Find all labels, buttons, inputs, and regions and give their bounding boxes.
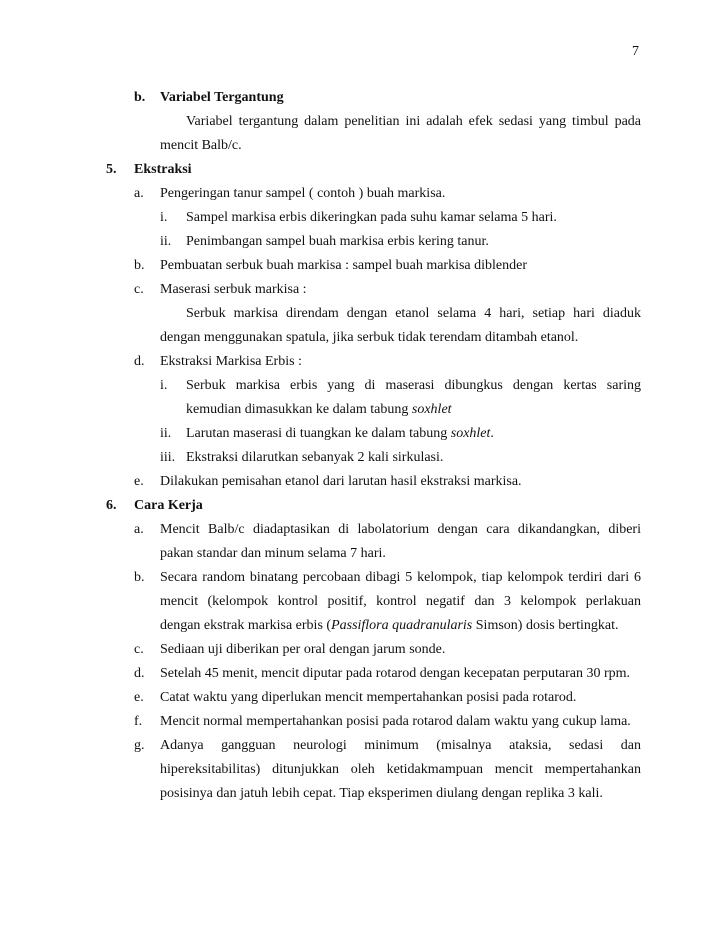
item-marker: b. (134, 570, 145, 585)
item-marker: b. (134, 258, 145, 273)
list-item-text: Pengeringan tanur sampel ( contoh ) buah markisa. (160, 186, 446, 201)
section-heading-ekstraksi: Ekstraksi (134, 162, 192, 177)
text-span: Simson) dosis bertingkat. (472, 618, 619, 633)
text-span: . (490, 426, 494, 441)
paragraph-line: posisinya dan jatuh lebih cepat. Tiap eksperimen diulang dengan replika 3 kali. (160, 786, 603, 801)
paragraph-line: Mencit Balb/c diadaptasikan di labolatorium dengan cara dikandangkan, diberi (160, 522, 641, 537)
list-item-text: Ekstraksi dilarutkan sebanyak 2 kali sirkulasi. (186, 450, 444, 465)
italic-term: soxhlet (450, 426, 491, 441)
subitem-marker: i. (160, 378, 168, 393)
list-item-text: Sediaan uji diberikan per oral dengan jarum sonde. (160, 642, 446, 657)
item-marker: c. (134, 282, 144, 297)
list-item-text: Ekstraksi Markisa Erbis : (160, 354, 302, 369)
italic-term: soxhlet (411, 402, 452, 417)
paragraph-line: Secara random binatang percobaan dibagi 5 kelompok, tiap kelompok terdiri dari 6 (160, 570, 641, 585)
paragraph-line: mencit Balb/c. (160, 138, 242, 153)
item-marker: g. (134, 738, 145, 753)
list-item-text: Catat waktu yang diperlukan mencit mempertahankan posisi pada rotarod. (160, 690, 577, 705)
subitem-marker: iii. (160, 450, 176, 465)
paragraph-line: Variabel tergantung dalam penelitian ini adalah efek sedasi yang timbul pada (186, 114, 641, 129)
section-number: 6. (106, 498, 117, 513)
subitem-marker: ii. (160, 234, 172, 249)
text-span: Larutan maserasi di tuangkan ke dalam tabung (186, 426, 448, 441)
item-marker: a. (134, 186, 144, 201)
paragraph-line: pakan standar dan minum selama 7 hari. (160, 546, 386, 561)
text-span: kemudian dimasukkan ke dalam tabung (186, 402, 409, 417)
subitem-marker: i. (160, 210, 168, 225)
item-marker: b. (134, 90, 146, 105)
paragraph-line (186, 398, 452, 422)
paragraph-line: Serbuk markisa direndam dengan etanol selama 4 hari, setiap hari diaduk (186, 306, 641, 321)
section-number: 5. (106, 162, 117, 177)
subheading-variabel-tergantung: Variabel Tergantung (160, 90, 284, 105)
list-item-text: Penimbangan sampel buah markisa erbis kering tanur. (186, 234, 489, 249)
item-marker: e. (134, 690, 144, 705)
list-item-text: Dilakukan pemisahan etanol dari larutan hasil ekstraksi markisa. (160, 474, 522, 489)
paragraph-line (160, 614, 619, 638)
paragraph-line: hipereksitabilitas) ditunjukkan oleh ketidakmampuan mencit mempertahankan (160, 762, 641, 777)
item-marker: e. (134, 474, 144, 489)
list-item-text (186, 422, 494, 446)
page-number: 7 (632, 44, 639, 59)
item-marker: f. (134, 714, 143, 729)
text-span: dengan ekstrak markisa erbis ( (160, 618, 332, 633)
item-marker: a. (134, 522, 144, 537)
paragraph-line: Adanya gangguan neurologi minimum (misalnya ataksia, sedasi dan (160, 738, 641, 753)
subitem-marker: ii. (160, 426, 172, 441)
list-item-text: Mencit normal mempertahankan posisi pada rotarod dalam waktu yang cukup lama. (160, 714, 631, 729)
item-marker: d. (134, 354, 145, 369)
italic-species-name: Passiflora quadranularis (331, 618, 473, 633)
list-item-text: Pembuatan serbuk buah markisa : sampel buah markisa diblender (160, 258, 528, 273)
item-marker: d. (134, 666, 145, 681)
section-heading-cara-kerja: Cara Kerja (134, 498, 203, 513)
paragraph-line: Serbuk markisa erbis yang di maserasi dibungkus dengan kertas saring (186, 378, 641, 393)
item-marker: c. (134, 642, 144, 657)
paragraph-line: mencit (kelompok kontrol positif, kontrol negatif dan 3 kelompok perlakuan (160, 594, 641, 609)
list-item-text: Maserasi serbuk markisa : (160, 282, 307, 297)
paragraph-line: dengan menggunakan spatula, jika serbuk tidak terendam ditambah etanol. (160, 330, 579, 345)
list-item-text: Sampel markisa erbis dikeringkan pada suhu kamar selama 5 hari. (186, 210, 557, 225)
list-item-text: Setelah 45 menit, mencit diputar pada rotarod dengan kecepatan perputaran 30 rpm. (160, 666, 630, 681)
